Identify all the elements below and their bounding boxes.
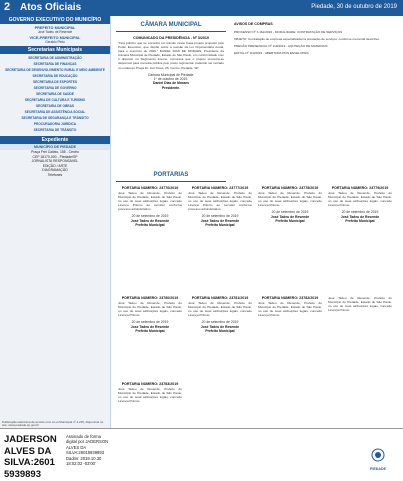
page-number: 2 <box>4 1 11 13</box>
municipality-row: EDIÇÃO / ARTE <box>42 163 68 168</box>
portaria-signer-role: Prefeito Municipal <box>205 329 235 334</box>
municipality-row: Telefones <box>47 172 63 177</box>
notice-paragraph: PROCESSO Nº 3.162/2019 - MODALIDADE: CONTRATAÇÃO DE SERVIÇOS <box>234 30 343 34</box>
communique-place: Câmara Municipal de Piedade, <box>147 72 195 77</box>
communique-title: COMUNICADO DA PRESIDÊNCIA - Nº 3/2019 <box>133 36 209 40</box>
secretariats-title: Secretarias Municipais <box>0 46 110 54</box>
portarias-heading: PORTARIAS <box>153 172 189 178</box>
municipality-info <box>0 150 110 177</box>
portaria-block <box>258 296 322 320</box>
notice-paragraph: PREGÃO PRESENCIAL Nº 110/2019 - AQUISIÇÃO DE MATERIAIS <box>234 44 328 49</box>
portaria-signature <box>328 210 392 223</box>
secretariat-item: SECRETARIA DE FINANÇAS <box>33 62 77 66</box>
portaria-signer: José Tadeu de Resende <box>340 214 380 219</box>
portaria-date: 20 de setembro de 2019 <box>271 210 309 215</box>
portaria-signature <box>258 210 322 223</box>
secretariat-item: SECRETARIA DE GOVERNO <box>33 86 77 90</box>
sidebar-title: GOVERNO EXECUTIVO DO MUNICÍPIO <box>0 16 110 24</box>
portaria-title: PORTARIA NÚMERO: 23777/2019 <box>191 186 249 190</box>
entry-name: Geraldo Pinto <box>45 40 65 44</box>
municipality-title: MUNICÍPIO DE PIEDADE <box>0 144 110 150</box>
portaria-title: PORTARIA NÚMERO: 23776/2019 <box>121 186 179 190</box>
notices <box>234 22 398 55</box>
portaria-body: José Tadeu de Resende, Prefeito do Município de Piedade, Estado de São Paulo, no uso de suas atribuições legais, concede Licença Prêmio. <box>258 191 322 208</box>
portaria-signer-role: Prefeito Municipal <box>135 329 165 334</box>
portaria-title: PORTARIA NÚMERO: 23778/2019 <box>261 186 319 190</box>
secretariat-item: SECRETARIA DE ASSISTÊNCIA SOCIAL <box>24 110 86 114</box>
secretariat-item: SECRETARIA DE ADMINISTRAÇÃO <box>28 56 82 60</box>
expedient-title: Expediente <box>0 136 110 144</box>
communique <box>118 36 224 90</box>
secretariat-item: SECRETARIA DE OBRAS <box>35 104 75 108</box>
municipality-row: Praça Frei Calixto, 155 - Centro <box>31 150 79 154</box>
portaria-signer-role: Prefeito Municipal <box>205 223 235 228</box>
secretariat-item: SECRETARIA DE CULTURA E TURISMO <box>24 98 86 102</box>
portaria-block <box>188 296 252 334</box>
secretariat-item: SECRETARIA DE TRÂNSITO <box>33 128 77 132</box>
municipality-row: DIAGRAMAÇÃO <box>42 168 68 172</box>
seal-icon <box>359 448 397 462</box>
signature-details: Assinado de forma digital por JADERSON ALVES DA SILVA:26015939893 Dados: 2019.10.30 18:02:02 -03'00' <box>66 434 109 467</box>
communique-signer-role: Presidente. <box>161 85 181 90</box>
sidebar-entry-vice-mayor <box>0 36 110 44</box>
chamber-heading: CÂMARA MUNICIPAL <box>140 22 202 28</box>
secretariat-item: SECRETARIA DE ESPORTES <box>33 80 77 84</box>
portaria-signer: José Tadeu de Resende <box>130 324 170 329</box>
portaria-date: 20 de setembro de 2019 <box>201 320 239 325</box>
portaria-signature <box>188 214 252 227</box>
portaria-signer-role: Prefeito Municipal <box>135 223 165 228</box>
digital-signature-box <box>0 428 403 481</box>
portaria-signer: José Tadeu de Resende <box>200 218 240 223</box>
portaria-body: José Tadeu de Resende, Prefeito do Município de Piedade, Estado de São Paulo, no uso de suas atribuições legais, concede Licença Prêmio ao servidor conforme processo administrativo. <box>188 191 252 212</box>
portaria-signer-role: Prefeito Municipal <box>345 219 375 224</box>
secretariats-list <box>0 56 110 132</box>
issue-date: Piedade, 30 de outubro de 2019 <box>311 4 397 10</box>
communique-signer: Daniel Dias de Moraes <box>153 81 189 86</box>
portaria-title: PORTARIA NÚMERO: 23780/2019 <box>121 296 179 300</box>
signer-name-line: SILVA:2601 <box>4 457 55 468</box>
portaria-date: 20 de setembro de 2019 <box>341 210 379 215</box>
entry-role: VICE-PREFEITO MUNICIPAL <box>29 36 81 40</box>
portaria-title: PORTARIA NÚMERO: 23779/2019 <box>331 186 389 190</box>
portaria-body: José Tadeu de Resende, Prefeito do Município de Piedade, Estado de São Paulo, no uso de suas atribuições legais, concede Licença Prêmio. <box>188 301 252 318</box>
portaria-signature <box>118 320 182 333</box>
portaria-signer: José Tadeu de Resende <box>270 214 310 219</box>
signer-name-line: JADERSON <box>4 434 57 445</box>
sidebar <box>0 16 111 428</box>
portaria-date: 20 de setembro de 2019 <box>201 214 239 219</box>
secretariat-item: SECRETARIA DE EDUCAÇÃO <box>32 74 78 78</box>
notices-list <box>234 30 398 55</box>
seal-label: PIEDADE <box>370 467 386 471</box>
portaria-title: PORTARIA NÚMERO: 23782/2019 <box>261 296 319 300</box>
sidebar-footer: Publicação eletrônica de acordo com a Lei Municipal nº 4.215, disponível no site: www.piedade.sp.gov.br <box>2 419 104 428</box>
portaria-block <box>258 186 322 224</box>
communique-date: 1º de outubro de 2019. <box>153 77 189 82</box>
portaria-signature <box>188 320 252 333</box>
secretariat-item: PROCURADORIA JURÍDICA <box>33 122 77 126</box>
portaria-block <box>118 186 182 228</box>
signer-name-line: 5939893 <box>4 468 41 480</box>
portaria-body: José Tadeu de Resende, Prefeito do Município de Piedade, Estado de São Paulo, no uso de suas atribuições legais, concede Licença Prêmio. <box>258 301 322 318</box>
portaria-body: José Tadeu de Resende, Prefeito do Município de Piedade, Estado de São Paulo, no uso de suas atribuições legais, concede Licença Prêmio ao servidor conforme processo administrativo. <box>118 191 182 212</box>
sidebar-entry-mayor <box>0 26 110 34</box>
portaria-date: 20 de setembro de 2019 <box>131 320 169 325</box>
portaria-block <box>118 296 182 334</box>
page-header <box>0 0 403 16</box>
portaria-body: José Tadeu de Resende, Prefeito do Município de Piedade, Estado de São Paulo, no uso de suas atribuições legais, concede Licença Prêmio. <box>328 191 392 208</box>
portaria-body: José Tadeu de Resende, Prefeito do Município de Piedade, Estado de São Paulo, no uso de suas atribuições legais, concede Licença Prêmio. <box>328 296 392 313</box>
communique-body: "Fica público que se encontra em trâmite nesta Casa projeto proposto pelo Poder Executivo, que dispõe sobre a revisão da Lei Orçamentária Anual, para o exercício de 2020." DANIEL DIAS DE MORAES, Presidente da Câmara Municipal de Piedade, Estado de São Paulo, em conformidade com o disposto no Regimento Interno, comunica que o projeto encontra-se disponível para consulta pública pelo prazo regimental, podendo ser retirado no endereço Praça Dr. Luiz Ross, 25, Centro, Piedade, SP. <box>118 41 224 70</box>
portaria-block <box>188 186 252 228</box>
portaria-body: José Tadeu de Resende, Prefeito do Município de Piedade, Estado de São Paulo, no uso de suas atribuições legais, concede Licença Prêmio. <box>118 301 182 318</box>
portaria-body: José Tadeu de Resende, Prefeito do Município de Piedade, Estado de São Paulo, no uso de suas atribuições legais, concede Licença Prêmio. <box>118 387 182 404</box>
secretariat-item: SECRETARIA DE DESENVOLVIMENTO RURAL E MEIO AMBIENTE <box>5 68 105 72</box>
municipality-row: CEP 18170-000 - Piedade/SP <box>32 154 78 159</box>
portaria-signer: José Tadeu de Resende <box>130 218 170 223</box>
section-title: Atos Oficiais <box>20 2 82 13</box>
portaria-signature <box>118 214 182 227</box>
portaria-block <box>118 382 182 406</box>
portaria-title: PORTARIA NÚMERO: 23781/2019 <box>191 296 249 300</box>
divider <box>116 181 226 182</box>
portaria-date: 20 de setembro de 2019 <box>131 214 169 219</box>
secretariat-item: SECRETARIA DE SEGURANÇA E TRÂNSITO <box>21 116 89 120</box>
portaria-signer: José Tadeu de Resende <box>200 324 240 329</box>
communique-signature <box>118 73 224 91</box>
portaria-title: PORTARIA NÚMERO: 23783/2019 <box>121 382 179 386</box>
signer-name-line: ALVES DA <box>4 445 52 457</box>
notices-heading: AVISOS DE COMPRAS <box>234 22 273 26</box>
signer-name <box>4 434 57 480</box>
divider <box>116 31 226 32</box>
notice-paragraph: OBJETO: Contratação de empresa especializada na prestação de serviços, conforme memorial descritivo. <box>234 37 380 42</box>
portaria-block <box>328 186 392 224</box>
municipality-row: JORNALISTA RESPONSÁVEL <box>31 159 79 163</box>
secretariat-item: SECRETARIA DE SAÚDE <box>36 92 74 96</box>
entry-role: PREFEITO MUNICIPAL <box>34 26 76 30</box>
notice-paragraph: EDITAL Nº 110/2019 - ABERTURA DOS ENVELOPES <box>234 51 309 56</box>
entry-name: José Tadeu de Resende <box>37 30 73 34</box>
portaria-signer-role: Prefeito Municipal <box>275 219 305 224</box>
municipal-seal <box>359 448 397 471</box>
portaria-block <box>328 296 392 315</box>
